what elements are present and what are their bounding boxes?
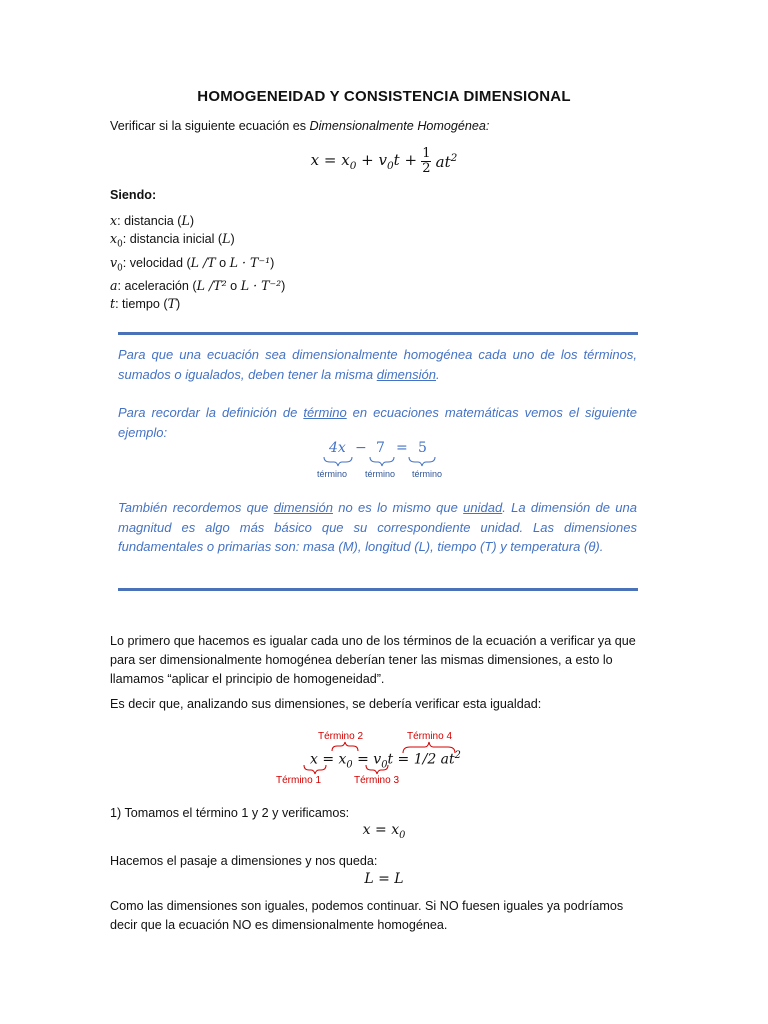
- variable-t: t: tiempo (T): [110, 296, 181, 312]
- box-bottom-rule: [118, 588, 638, 591]
- term-label: término: [365, 469, 396, 479]
- box-top-rule: [118, 332, 638, 335]
- term-2-label: Término 2: [318, 731, 364, 742]
- body-paragraph-3: Hacemos el pasaje a dimensiones y nos queda:: [110, 854, 378, 868]
- variable-v0: $v_0$: velocidad (L /T o L · T⁻¹): [110, 254, 275, 274]
- term-label: término: [412, 469, 443, 479]
- box-paragraph-3: También recordemos que dimensión no es lo mismo que unidad. La dimensión de una magnitud es algo más básico que su correspondiente unidad. Las dimensiones fundamentales o primarias son: masa (M), longitud (L), tiempo (T) y temperatura (θ).: [118, 500, 637, 554]
- fraction-one-half: $\frac{1}{2}$: [422, 146, 431, 176]
- body-paragraph-4: Como las dimensiones son iguales, podemos continuar. Si NO fuesen iguales ya podríamos decir que la ecuación NO es dimensionalmente homogénea.: [110, 899, 624, 932]
- dimension-equation: L = L: [364, 871, 404, 887]
- main-equation: $x = x_0 + v_0t$ + $\frac{1}{2}$ $at^2$: [310, 146, 458, 176]
- variable-x: x: distancia (L): [110, 213, 195, 228]
- terms-diagram: [270, 728, 490, 794]
- body-paragraph-2: Es decir que, analizando sus dimensiones, se debería verificar esta igualdad:: [110, 697, 542, 711]
- step-1: 1) Tomamos el término 1 y 2 y verificamos:: [110, 806, 350, 820]
- variable-a: a: aceleración (L /T² o L · T⁻²): [110, 278, 286, 294]
- terms-equation: $x = x_0 = v_0t = 1/2$ $at^2$: [310, 750, 461, 771]
- box-paragraph-2: Para recordar la definición de término en ecuaciones matemáticas vemos el siguiente ejemplo:: [118, 405, 637, 440]
- box-paragraph-1: Para que una ecuación sea dimensionalmente homogénea cada uno de los términos, sumados o igualados, deben tener la misma dimensión.: [118, 347, 637, 382]
- variable-x0: $x_0$: distancia inicial (L): [110, 231, 235, 250]
- term-label: término: [317, 469, 348, 479]
- term-4-label: Término 4: [407, 731, 453, 742]
- intro-line: Verificar si la siguiente ecuación es Dimensionalmente Homogénea:: [110, 119, 490, 133]
- term-3-label: Término 3: [354, 775, 400, 786]
- term-example: 4x − 7 = 5 término término término: [310, 440, 470, 484]
- siendo-label: Siendo:: [110, 188, 157, 202]
- step-1-equation: $x = x_0$: [362, 822, 406, 841]
- variables-list: [110, 212, 640, 313]
- body-paragraph-1: Lo primero que hacemos es igualar cada uno de los términos de la ecuación a verificar ya que para ser dimensionalmente homogénea deberían tener las mismas dimensiones, a esto lo llamamos “aplicar el principio de homogeneidad”.: [110, 634, 636, 686]
- page-title: HOMOGENEIDAD Y CONSISTENCIA DIMENSIONAL: [197, 88, 571, 105]
- term-1-label: Término 1: [276, 775, 322, 786]
